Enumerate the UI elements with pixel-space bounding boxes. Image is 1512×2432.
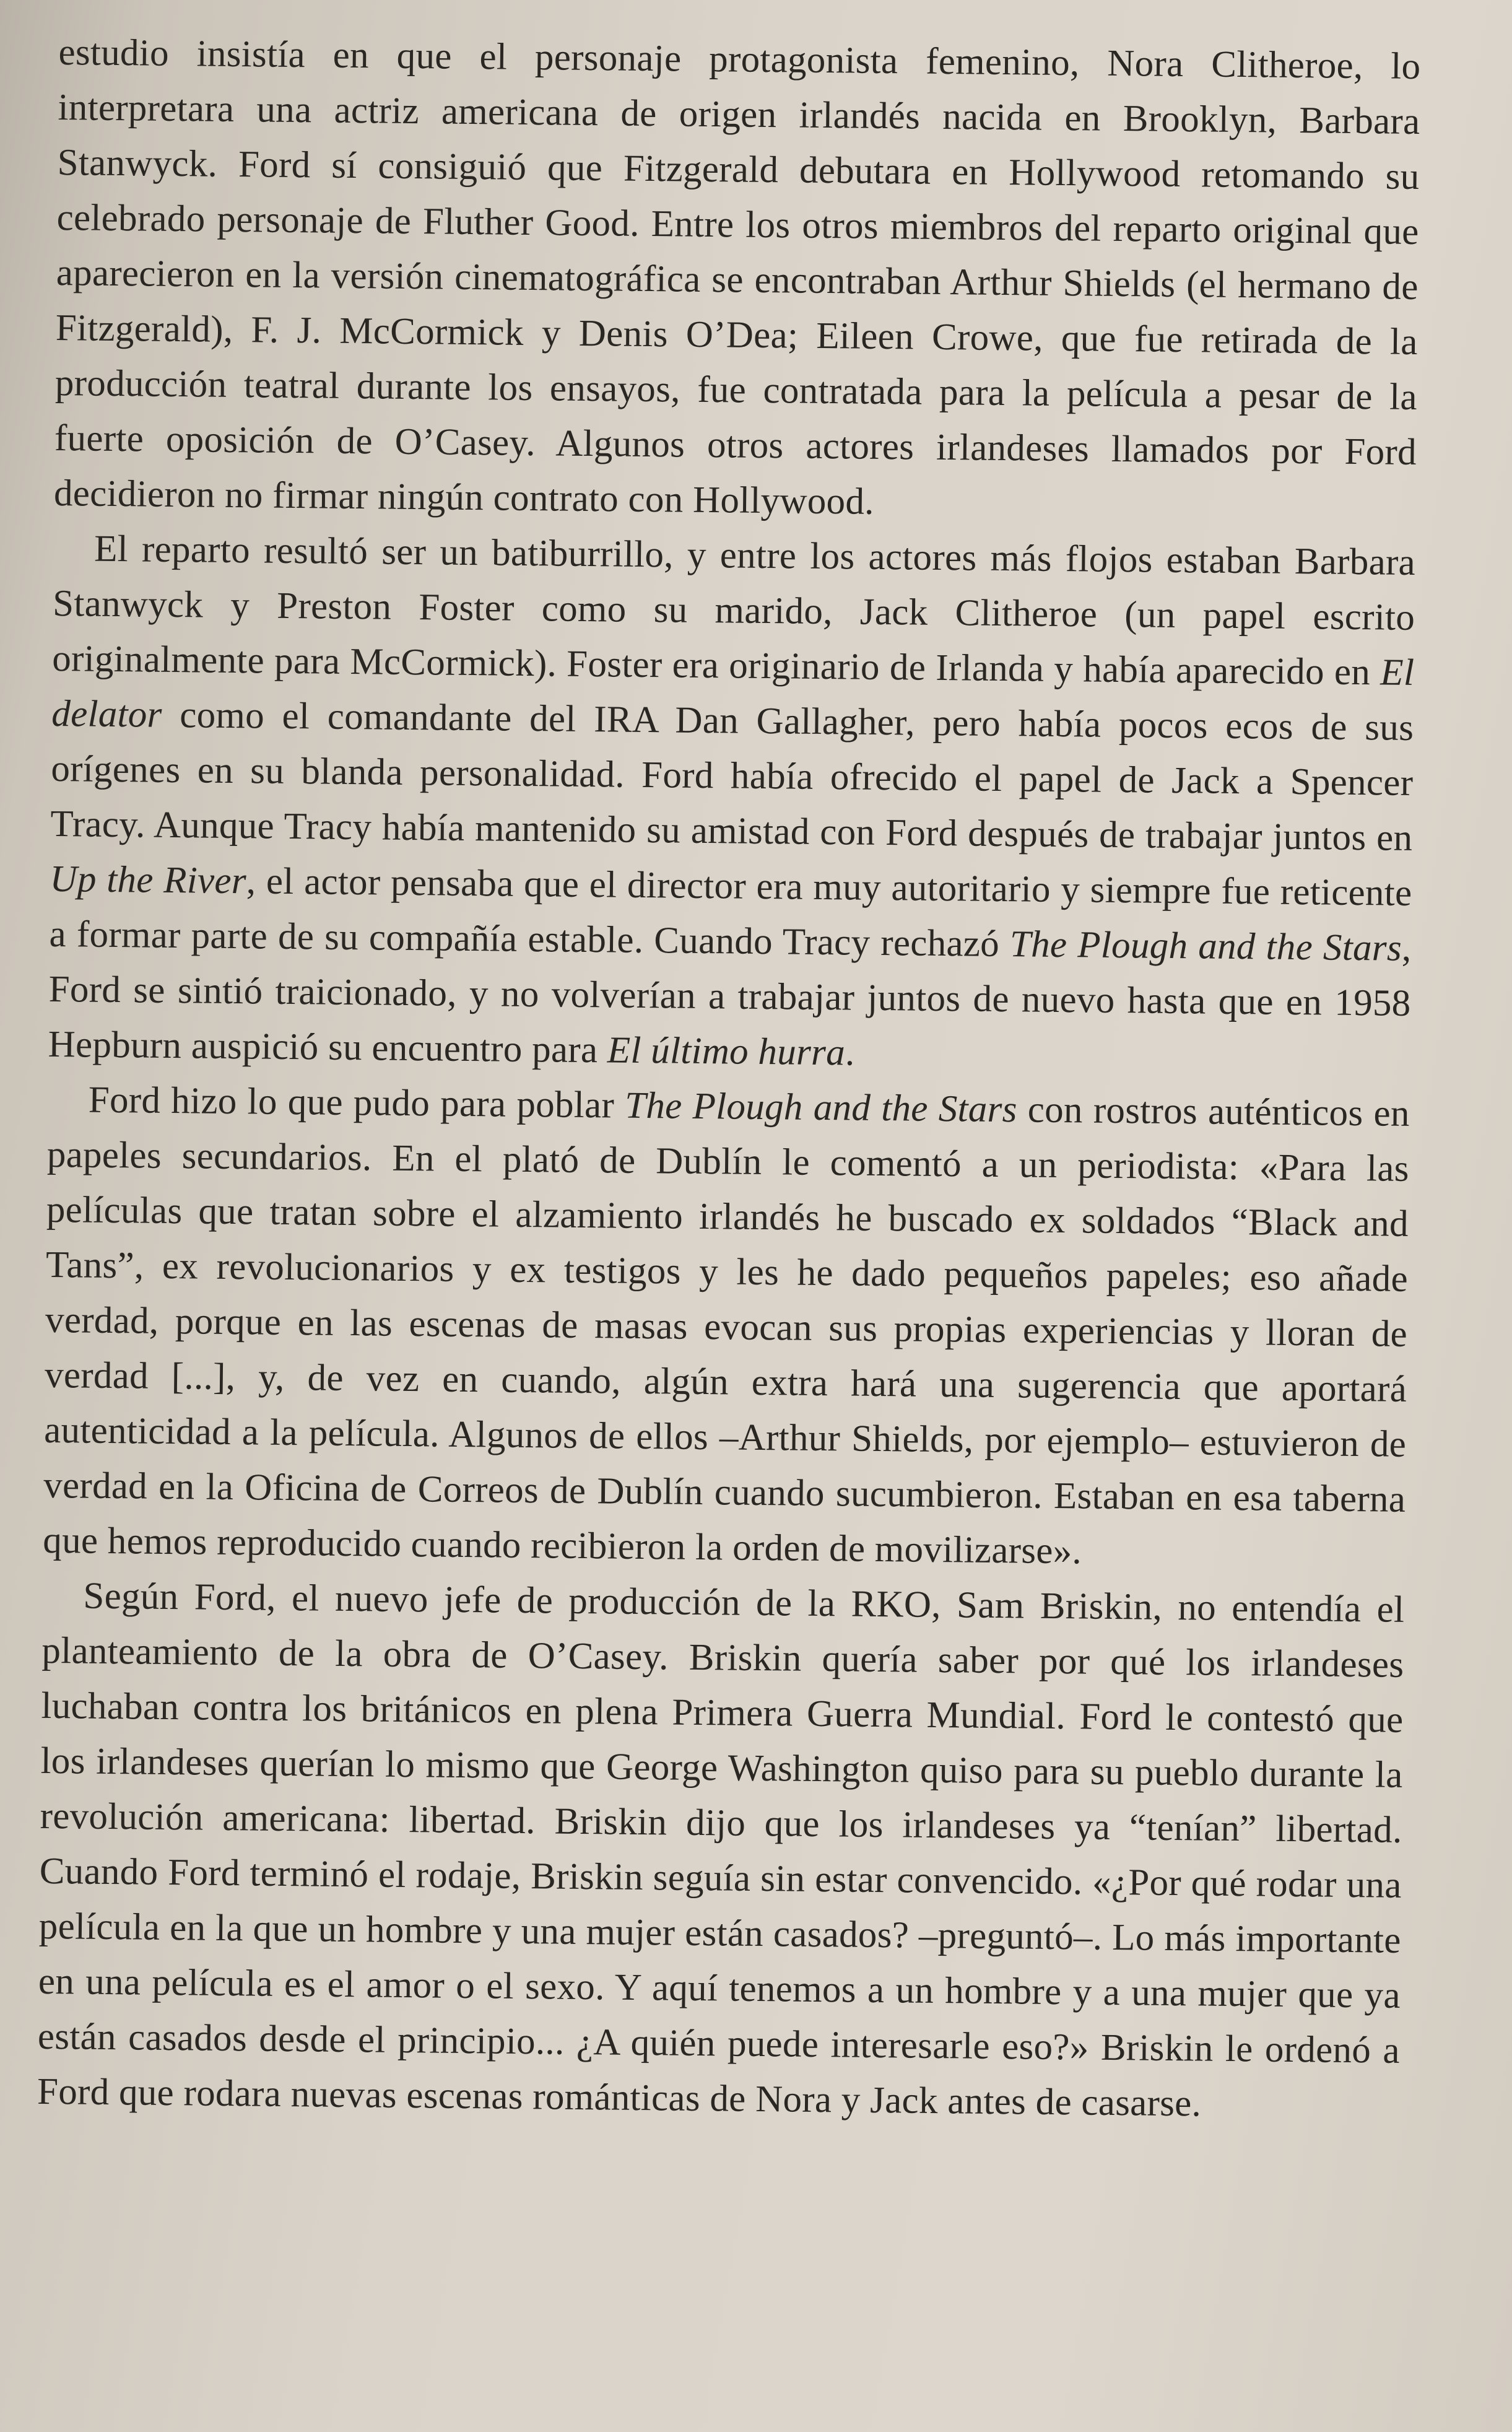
- paragraph-2-text: , Ford se sintió traicionado, y no volverían a trabajar juntos de nuevo hasta que en 1958 Hepburn auspició su encuentro para: [48, 927, 1412, 1071]
- paragraph-2-text: como el comandante del IRA Dan Gallagher, pero había pocos ecos de sus orígenes en su blanda personalidad. Ford había ofrecido el papel de Jack a Spencer Tracy. Aunque Tracy había mantenido su amistad con Ford después de trabajar juntos en: [50, 694, 1414, 859]
- film-title-plough-and-stars: The Plough and the Stars: [1009, 923, 1402, 969]
- paragraph-3-text: Ford hizo lo que pudo para poblar: [88, 1079, 625, 1127]
- body-text: [37, 25, 1421, 2133]
- film-title-el-delator: El delator: [51, 652, 1415, 736]
- paragraph-2-text: , el actor pensaba que el director era muy autoritario y siempre fue reticente a formar parte de su compañía estable. Cuando Tracy rechazó: [49, 860, 1412, 965]
- paragraph-2-text: .: [845, 1032, 855, 1074]
- paragraph-1-text: estudio insistía en que el personaje protagonista femenino, Nora Clitheroe, lo interpretara una actriz americana de origen irlandés nacida en Brooklyn, Barbara Stanwyck. Ford sí consiguió que Fitzgerald debutara en Hollywood retomando su celebrado personaje de Fluther Good. Entre los otros miembros del reparto original que aparecieron en la versión cinematográfica se encontraban Arthur Shields (el hermano de Fitzgerald), F. J. McCormick y Denis O’Dea; Eileen Crowe, que fue retirada de la producción teatral durante los ensayos, fue contratada para la película a pesar de la fuerte oposición de O’Casey. Algunos otros actores irlandeses llamados por Ford decidieron no firmar ningún contrato con Hollywood.: [53, 31, 1421, 523]
- paragraph-2: [48, 521, 1415, 1086]
- film-title-plough-and-stars: The Plough and the Stars: [624, 1084, 1018, 1131]
- paragraph-3-text: con rostros auténticos en papeles secundarios. En el plató de Dublín le comentó a un periodista: «Para las películas que tratan sobre el alzamiento irlandés he buscado ex soldados “Black and Tans”, ex revolucionarios y ex testigos y les he dado pequeños papeles; eso añade verdad, porque en las escenas de masas evocan sus propias experiencias y lloran de verdad [...], y, de vez en cuando, algún extra hará una sugerencia que aportará autenticidad a la película. Algunos de ellos –Arthur Shields, por ejemplo– estuvieron de verdad en la Oficina de Correos de Dublín cuando sucumbieron. Estaban en esa taberna que hemos reproducido cuando recibieron la orden de movilizarse».: [43, 1089, 1410, 1572]
- paragraph-3: [43, 1072, 1410, 1582]
- paragraph-4: [37, 1568, 1405, 2133]
- paragraph-1: [54, 25, 1421, 535]
- paragraph-2-text: El reparto resultó ser un batiburrillo, y entre los actores más flojos estaban Barbara Stanwyck y Preston Foster como su marido, Jack Clitheroe (un papel escrito originalmente para McCormick). Foster era originario de Irlanda y había aparecido en: [51, 528, 1416, 694]
- film-title-el-ultimo-hurra: El último hurra: [607, 1029, 846, 1074]
- paragraph-4-text: Según Ford, el nuevo jefe de producción de la RKO, Sam Briskin, no entendía el planteamiento de la obra de O’Casey. Briskin quería saber por qué los irlandeses luchaban contra los británicos en plena Primera Guerra Mundial. Ford le contestó que los irlandeses querían lo mismo que George Washington quiso para su pueblo durante la revolución americana: libertad. Briskin dijo que los irlandeses ya “tenían” libertad. Cuando Ford terminó el rodaje, Briskin seguía sin estar convencido. «¿Por qué rodar una película en la que un hombre y una mujer están casados? –preguntó–. Lo más importante en una película es el amor o el sexo. Y aquí tenemos a un hombre y a una mujer que ya están casados desde el principio... ¿A quién puede interesarle eso?» Briskin le ordenó a Ford que rodara nuevas escenas románticas de Nora y Jack antes de casarse.: [37, 1575, 1405, 2125]
- film-title-up-the-river: Up the River: [50, 858, 247, 902]
